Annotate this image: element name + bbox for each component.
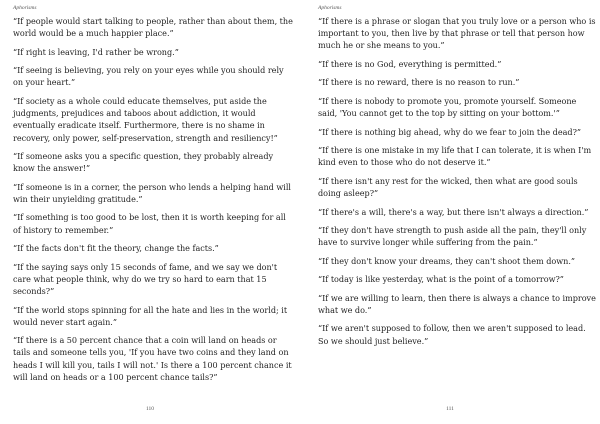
quote: “If there is a phrase or slogan that you truly love or a person who is important to you, then live by that phrase or tell that person how much he or she means to you.” (318, 16, 596, 51)
quote: “If there is nothing big ahead, why do we fear to join the dead?” (318, 126, 582, 137)
quote: “If someone is in a corner, the person who lends a helping hand will win their unyielding gratitude.” (13, 181, 291, 204)
quote: “If there is no God, everything is permitted.” (318, 58, 502, 69)
quote: “If they don't have strength to push aside all the pain, they'll only have to survive longer while suffering from the pain.” (318, 225, 587, 248)
quote: “If they don't know your dreams, they can't shoot them down.” (318, 255, 575, 266)
quote: “If today is like yesterday, what is the point of a tomorrow?” (318, 274, 564, 285)
quote: “If society as a whole could educate themselves, put aside the judgments, prejudices and taboos about addiction, it would eventually eradicate itself. Furthermore, there is no shame in recovery, only power, self-preservation, strength and resiliency!” (13, 95, 278, 143)
quote: “If there is one mistake in my life that I can tolerate, it is when I'm kind even to those who do not deserve it.” (318, 145, 592, 168)
page-number: 111 (446, 406, 454, 412)
running-header: Aphorisms (318, 5, 342, 11)
page-number: 110 (145, 406, 155, 412)
running-header: Aphorisms (13, 5, 37, 11)
quote: “If there is no reward, there is no reason to run.” (318, 77, 520, 88)
quote: “If the world stops spinning for all the hate and lies in the world; it would never start again.” (13, 304, 288, 327)
quote-list (318, 15, 596, 353)
quote: “If seeing is believing, you rely on your eyes while you should rely on your heart.” (13, 65, 284, 88)
quote-list (13, 15, 295, 389)
quote: “If there is nobody to promote you, promote yourself. Someone said, 'You cannot get to the top by sitting on your bottom.'” (318, 95, 577, 119)
quote: “If we are willing to learn, then there is always a chance to improve what we do.” (318, 292, 596, 315)
quote: “If there isn't any rest for the wicked, then what are good souls doing asleep?” (318, 175, 578, 199)
quote: “If someone asks you a specific question, they probably already know the answer!” (13, 151, 274, 174)
right-page (300, 0, 600, 424)
quote: “If the facts don't fit the theory, change the facts.” (13, 243, 219, 254)
quote: “If right is leaving, I'd rather be wrong.” (13, 46, 179, 57)
quote: “If the saying says only 15 seconds of fame, and we say we don't care what people think, why do we try so hard to earn that 15 seconds?” (13, 261, 278, 297)
quote: “If people would start talking to people, rather than about them, the world would be a much happier place.” (13, 16, 293, 39)
quote: “If something is too good to be lost, then it is worth keeping for all of history to remember.” (13, 212, 286, 235)
quote: “If we aren't supposed to follow, then we aren't supposed to lead. So we should just believe.” (318, 323, 586, 346)
quote: “If there's a will, there's a way, but there isn't always a direction.” (318, 206, 589, 217)
quote: “If there is a 50 percent chance that a coin will land on heads or tails and someone tells you, 'If you have two coins and they land on heads I will kill you, tails I will not.' Is there a 100 percent chance it will land on heads or a 100 percent chance tails?” (13, 335, 292, 382)
